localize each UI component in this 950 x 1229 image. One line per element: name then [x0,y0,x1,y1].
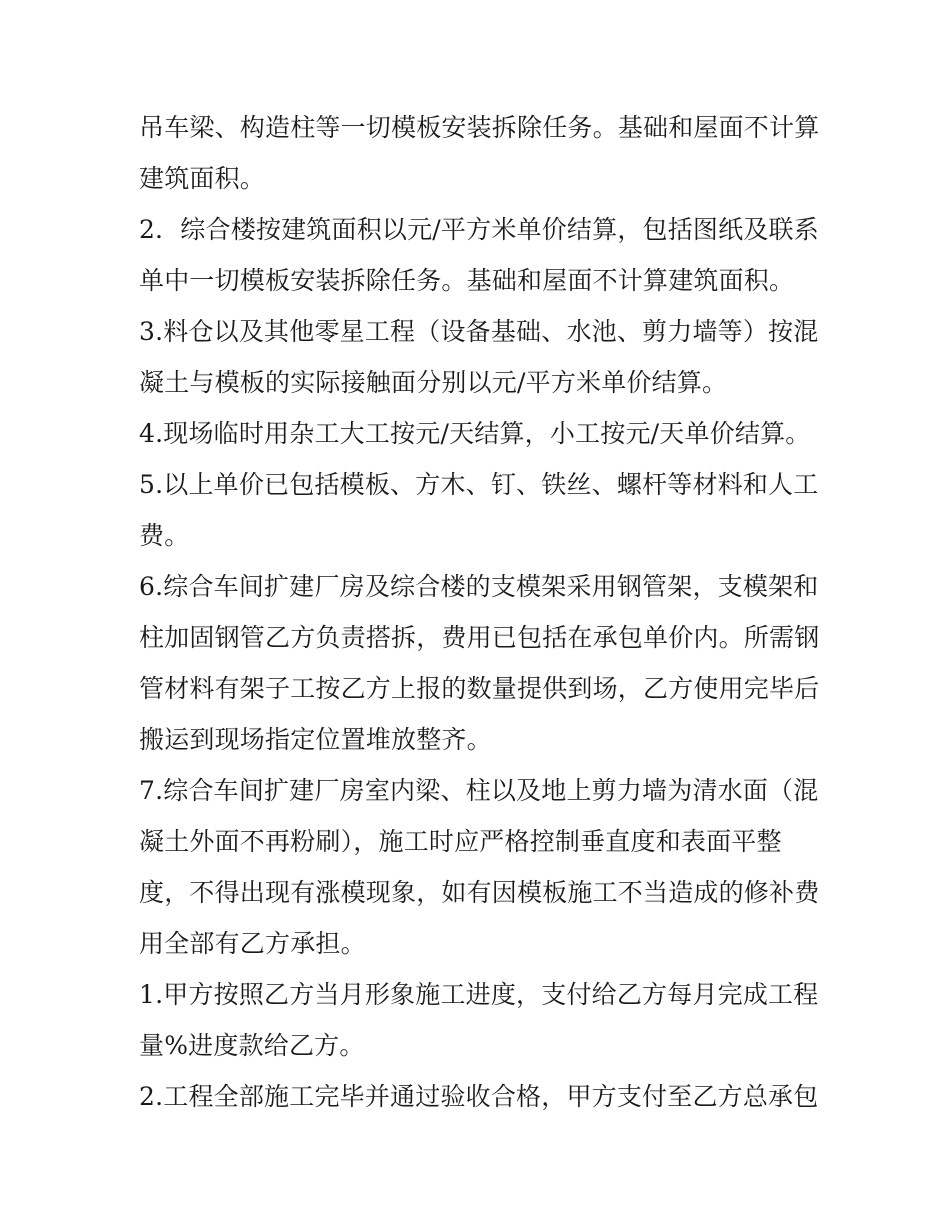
document-body [139,102,819,1122]
text-line: 5.以上单价已包括模板、方木、钉、铁丝、螺杆等材料和人工 [139,470,819,499]
text-line: 柱加固钢管乙方负责搭拆，费用已包括在承包单价内。所需钢 [139,623,820,652]
text-line: 7.综合车间扩建厂房室内梁、柱以及地上剪力墙为清水面（混 [139,776,819,805]
text-line: 1.甲方按照乙方当月形象施工进度，支付给乙方每月完成工程 [139,980,819,1009]
text-line: 管材料有架子工按乙方上报的数量提供到场，乙方使用完毕后 [139,674,820,703]
text-line: 费。 [139,521,190,550]
text-line: 2.工程全部施工完毕并通过验收合格，甲方支付至乙方总承包 [139,1082,819,1111]
text-line: 凝土与模板的实际接触面分别以元/平方米单价结算。 [139,368,728,397]
text-line: 量%进度款给乙方。 [139,1031,365,1060]
text-line: 度，不得出现有涨模现象，如有因模板施工不当造成的修补费 [139,878,820,907]
text-line: 2．综合楼按建筑面积以元/平方米单价结算，包括图纸及联系 [139,215,819,244]
text-line: 用全部有乙方承担。 [139,929,366,958]
text-line: 搬运到现场指定位置堆放整齐。 [139,725,492,754]
text-line: 6.综合车间扩建厂房及综合楼的支模架采用钢管架，支模架和 [139,572,819,601]
text-line: 3.料仓以及其他零星工程（设备基础、水池、剪力墙等）按混 [139,317,819,346]
text-line: 凝土外面不再粉刷），施工时应严格控制垂直度和表面平整 [139,827,782,856]
text-line: 4.现场临时用杂工大工按元/天结算，小工按元/天单价结算。 [139,419,811,448]
text-line: 建筑面积。 [139,164,266,193]
text-line: 单中一切模板安装拆除任务。基础和屋面不计算建筑面积。 [139,266,795,295]
text-line: 吊车梁、构造柱等一切模板安装拆除任务。基础和屋面不计算 [139,113,820,142]
